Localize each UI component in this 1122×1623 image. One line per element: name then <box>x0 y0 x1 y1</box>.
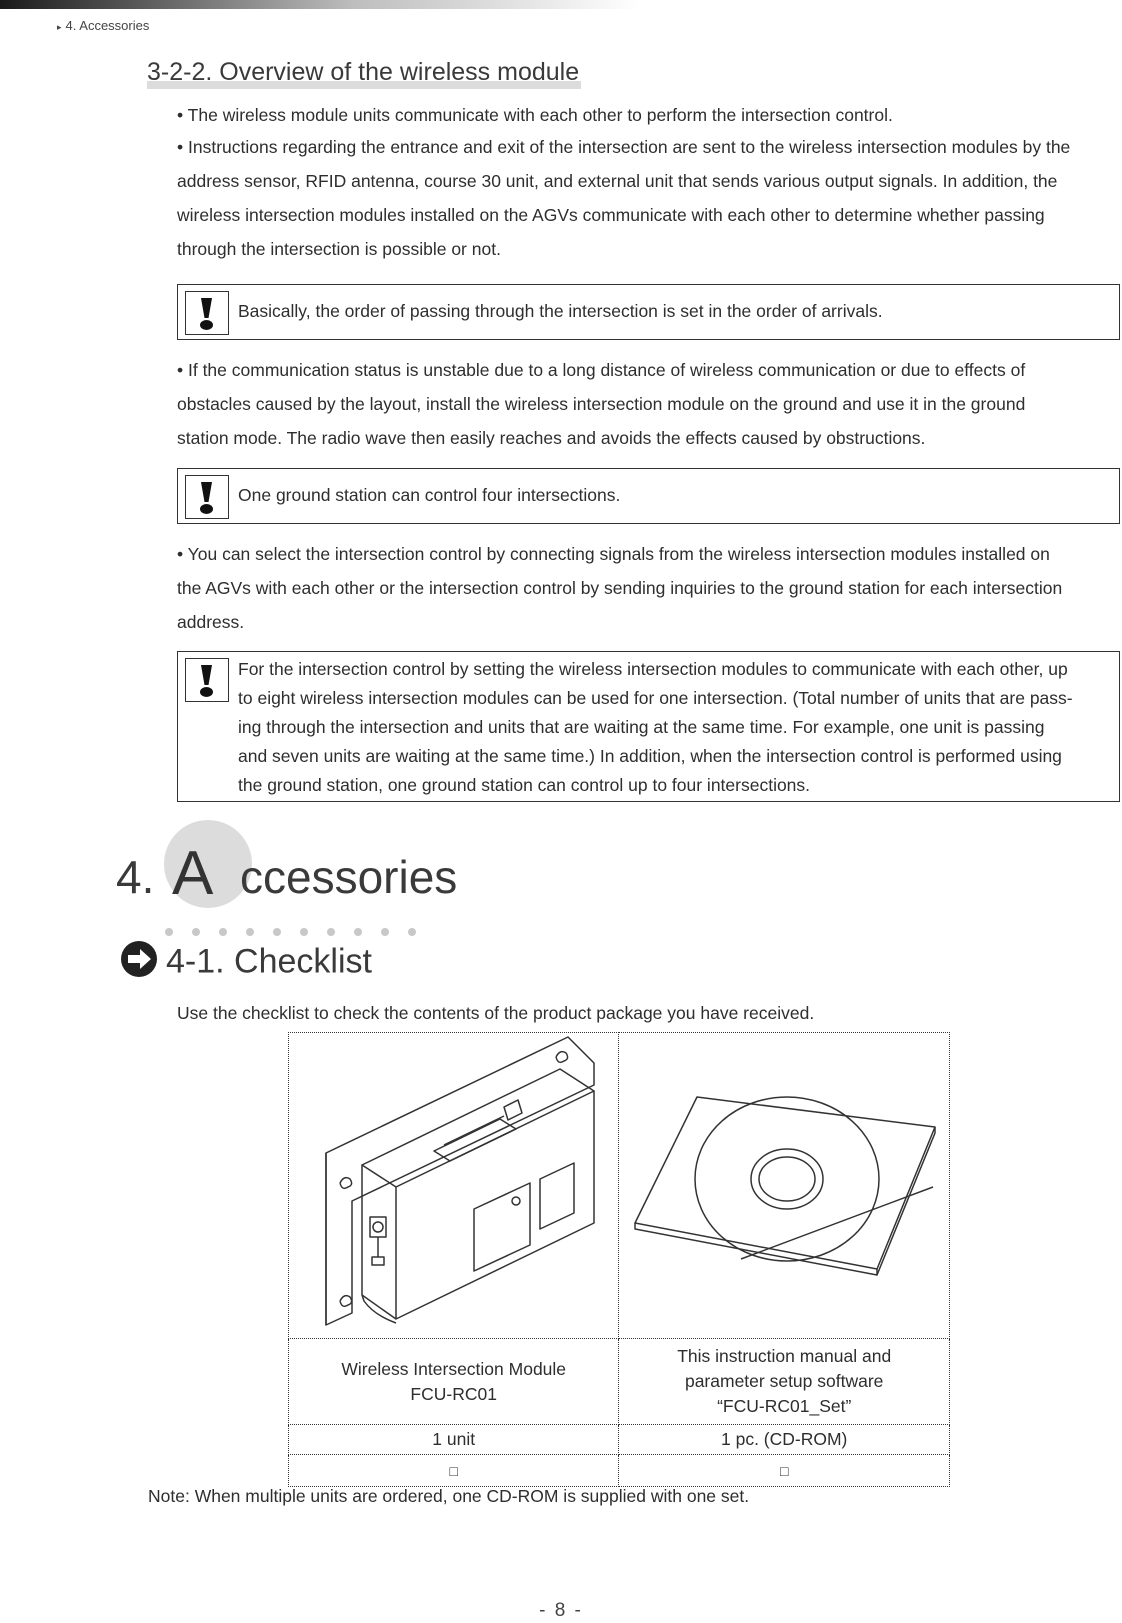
text-line: • You can select the intersection control by connecting signals from the wireless intersection modules installed on <box>177 544 1050 564</box>
text-line: through the intersection is possible or not. <box>177 239 501 259</box>
text-line: the ground station, one ground station can control up to four intersections. <box>238 775 811 795</box>
chapter-initial: A <box>172 839 214 908</box>
note-box-1 <box>177 284 1120 340</box>
bullet-paragraph-4 <box>177 537 1122 639</box>
item-checkbox[interactable]: □ <box>289 1455 619 1487</box>
subsection-title: Checklist <box>234 942 372 981</box>
item-qty: 1 pc. (CD-ROM) <box>619 1425 950 1455</box>
text-line: station mode. The radio wave then easily reaches and avoids the effects caused by obstructions. <box>177 428 926 448</box>
caution-icon <box>185 475 229 519</box>
breadcrumb-label: 4. Accessories <box>65 18 150 33</box>
note-text: Basically, the order of passing through the intersection is set in the order of arrivals. <box>238 301 883 321</box>
table-row-images <box>289 1033 950 1339</box>
chapter-dots-divider <box>165 923 435 941</box>
chapter-title-rest: ccessories <box>240 851 458 903</box>
text-line: • If the communication status is unstable due to a long distance of wireless communication or due to effects of <box>177 360 1026 380</box>
cdrom-illustration-cell <box>619 1033 950 1339</box>
breadcrumb <box>57 18 149 33</box>
chapter-heading <box>116 839 458 908</box>
table-row-checkbox <box>289 1455 950 1487</box>
page-number: - 8 - <box>539 1600 583 1621</box>
checklist-note: Note: When multiple units are ordered, one CD-ROM is supplied with one set. <box>148 1486 750 1506</box>
table-row-quantity <box>289 1425 950 1455</box>
note-box-3 <box>177 651 1120 802</box>
text-line: • The wireless module units communicate with each other to perform the intersection control. <box>177 105 893 125</box>
subsection-heading <box>120 940 372 987</box>
table-row-names <box>289 1339 950 1425</box>
caution-icon <box>185 658 229 702</box>
note-text-block <box>238 655 1117 800</box>
item-name-line: parameter setup software <box>684 1371 884 1391</box>
wireless-module-illustration <box>304 1033 604 1333</box>
text-line: • Instructions regarding the entrance and exit of the intersection are sent to the wireless intersection modules by the <box>177 137 1071 157</box>
section-title: 3-2-2. Overview of the wireless module <box>147 58 581 89</box>
caution-icon <box>185 291 229 335</box>
checklist-table <box>288 1032 950 1487</box>
text-line: For the intersection control by setting the wireless intersection modules to communicate with each other, up <box>238 659 1068 679</box>
text-line: and seven units are waiting at the same time.) In addition, when the intersection control is performed using <box>238 746 1062 766</box>
module-illustration-cell <box>289 1033 619 1339</box>
header-gradient-bar <box>0 0 640 9</box>
text-line: obstacles caused by the layout, install the wireless intersection module on the ground and use it in the ground <box>177 394 1026 414</box>
text-line: wireless intersection modules installed on the AGVs communicate with each other to determine whether passing <box>177 205 1045 225</box>
bullet-paragraph-2 <box>177 130 1122 266</box>
circle-arrow-icon <box>120 940 158 987</box>
cdrom-illustration <box>629 1083 939 1283</box>
text-line: to eight wireless intersection modules can be used for one intersection. (Total number of units that are pass- <box>238 688 1073 708</box>
text-line: address sensor, RFID antenna, course 30 unit, and external unit that sends various output signals. In addition, the <box>177 171 1058 191</box>
bullet-paragraph-1 <box>177 98 1122 132</box>
item-checkbox[interactable]: □ <box>619 1455 950 1487</box>
text-line: ing through the intersection and units that are waiting at the same time. For example, one unit is passing <box>238 717 1045 737</box>
item-name-line: Wireless Intersection Module <box>341 1358 567 1379</box>
item-name-cell <box>289 1339 619 1425</box>
checklist-intro: Use the checklist to check the contents of the product package you have received. <box>177 1003 815 1023</box>
bullet-paragraph-3 <box>177 353 1122 455</box>
breadcrumb-arrow-icon: ▸ <box>57 22 62 32</box>
item-name-line: FCU-RC01 <box>410 1383 497 1404</box>
item-name-line: This instruction manual and <box>677 1346 892 1366</box>
chapter-number: 4. <box>116 851 155 903</box>
item-name-line: “FCU-RC01_Set” <box>717 1396 852 1416</box>
text-line: address. <box>177 612 245 632</box>
item-name-cell <box>619 1339 950 1425</box>
note-box-2 <box>177 468 1120 524</box>
subsection-number: 4-1. <box>166 942 225 981</box>
text-line: the AGVs with each other or the intersection control by sending inquiries to the ground station for each intersection <box>177 578 1063 598</box>
item-qty: 1 unit <box>289 1425 619 1455</box>
note-text: One ground station can control four intersections. <box>238 485 621 505</box>
